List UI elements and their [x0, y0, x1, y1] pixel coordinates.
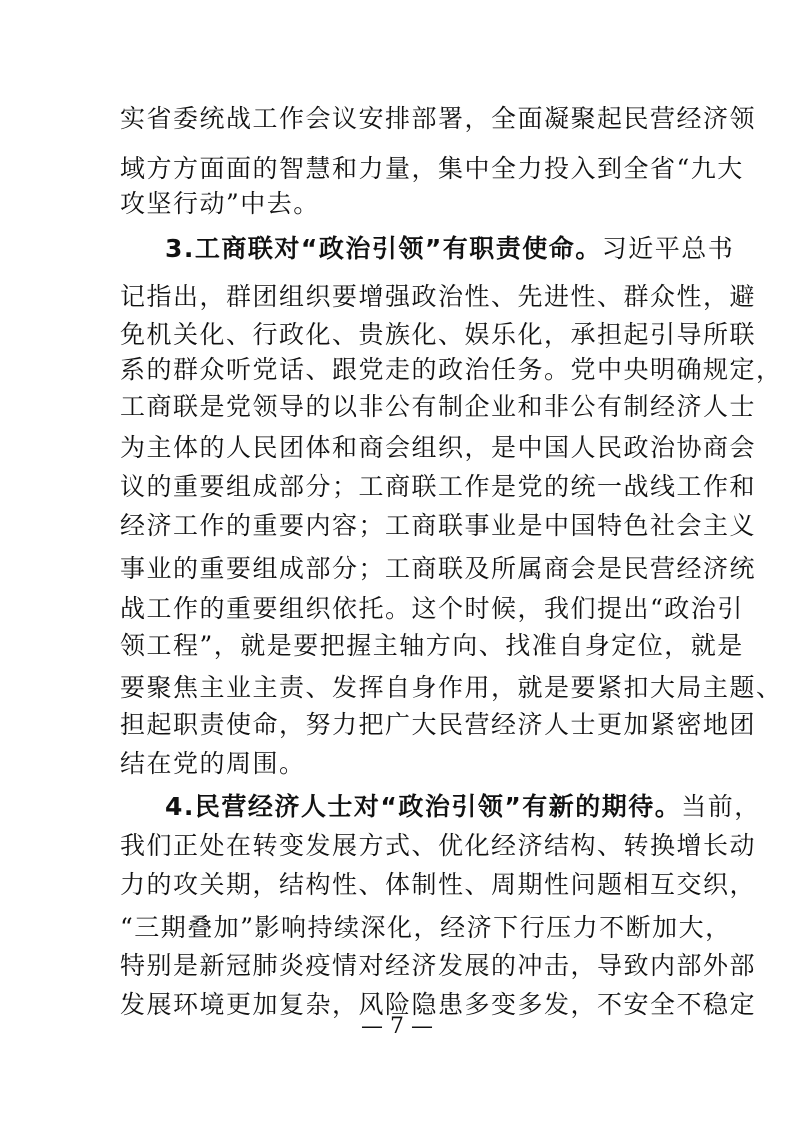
body-line: 攻坚行动”中去。	[120, 189, 320, 218]
body-line: 领工程”，就是要把握主轴方向、找准自身定位，就是	[120, 631, 744, 660]
body-line: 发展环境更加复杂，风险隐患多变多发，不安全不稳定	[120, 990, 757, 1019]
section-3-heading: 3.工商联对“政治引领”有职责使命。	[165, 234, 602, 263]
body-line: 特别是新冠肺炎疫情对经济发展的冲击，导致内部外部	[120, 951, 757, 980]
body-line: 实省委统战工作会议安排部署，全面凝聚起民营经济领	[120, 104, 757, 133]
body-line: 工商联是党领导的以非公有制企业和非公有制经济人士	[120, 392, 757, 421]
body-line: 担起职责使命，努力把广大民营经济人士更加紧密地团	[120, 710, 757, 739]
body-line: 力的攻关期，结构性、体制性、周期性问题相互交织，	[120, 870, 757, 899]
section-4-first-line	[165, 789, 761, 825]
body-line: 域方方面面的智慧和力量，集中全力投入到全省“九大	[120, 154, 744, 183]
body-line: 免机关化、行政化、贵族化、娱乐化，承担起引导所联	[120, 320, 757, 349]
body-line: 经济工作的重要内容；工商联事业是中国特色社会主义	[120, 511, 757, 540]
body-line: 系的群众听党话、跟党走的政治任务。党中央明确规定，	[120, 355, 783, 384]
body-line: 事业的重要组成部分；工商联及所属商会是民营经济统	[120, 554, 757, 583]
body-line: 记指出，群团组织要增强政治性、先进性、群众性，避	[120, 282, 757, 311]
body-line: 要聚焦主业主责、发挥自身作用，就是要紧扣大局主题、	[120, 673, 783, 702]
section-4-text: 当前，	[681, 792, 761, 821]
body-line: 我们正处在转变发展方式、优化经济结构、转换增长动	[120, 831, 757, 860]
body-line: 战工作的重要组织依托。这个时候，我们提出“政治引	[120, 594, 744, 623]
page-number: — 7 —	[361, 1014, 433, 1039]
body-line: 为主体的人民团体和商会组织，是中国人民政治协商会	[120, 433, 757, 462]
section-3-first-line	[165, 231, 735, 267]
section-3-text: 习近平总书	[601, 234, 735, 263]
body-line: 结在党的周围。	[120, 749, 306, 778]
body-line: “三期叠加”影响持续深化，经济下行压力不断加大，	[120, 913, 732, 942]
body-line: 议的重要组成部分；工商联工作是党的统一战线工作和	[120, 472, 757, 501]
section-4-heading: 4.民营经济人士对“政治引领”有新的期待。	[165, 792, 682, 821]
